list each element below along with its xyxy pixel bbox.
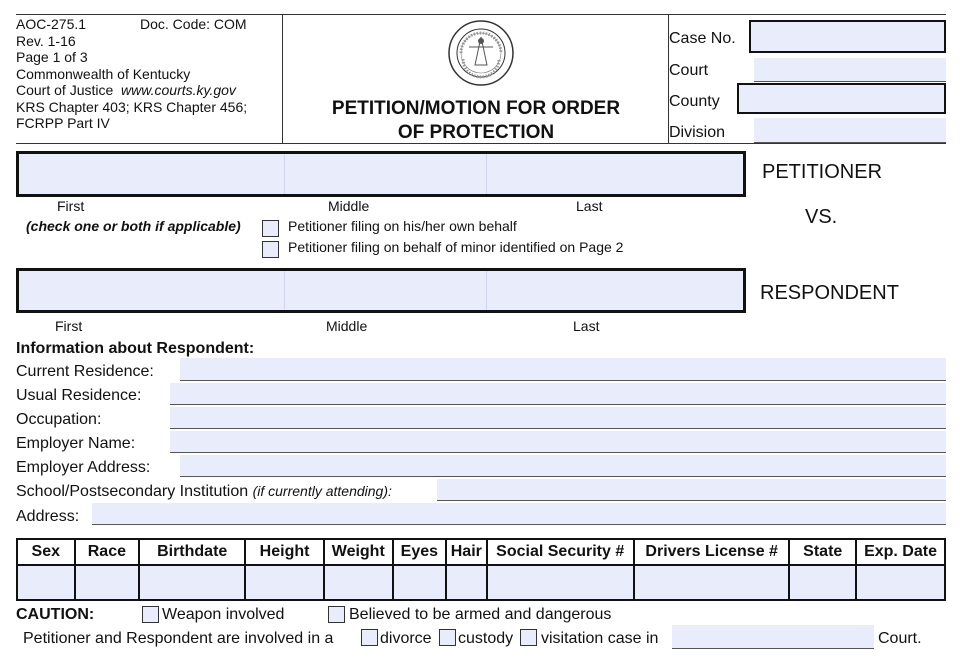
county-field[interactable] (737, 83, 946, 114)
vs-label: VS. (805, 206, 838, 228)
height-cell[interactable] (245, 565, 324, 600)
fcrpp: FCRPP Part IV (16, 115, 110, 131)
armed-checkbox[interactable] (328, 606, 345, 623)
hair-cell[interactable] (446, 565, 486, 600)
court-field[interactable] (754, 58, 946, 82)
col-drivers-license: Drivers License # (634, 539, 790, 565)
respondent-name-field[interactable] (16, 268, 746, 313)
header-top-rule (16, 14, 946, 15)
form-header-info (16, 16, 282, 132)
school-address-field[interactable] (92, 503, 946, 525)
own-behalf-checkbox[interactable] (262, 220, 279, 237)
current-residence-field[interactable] (180, 358, 946, 381)
weapon-checkbox[interactable] (142, 606, 159, 623)
col-weight: Weight (324, 539, 393, 565)
armed-label: Believed to be armed and dangerous (349, 606, 612, 623)
petitioner-last-label: Last (576, 198, 603, 214)
occupation-label: Occupation: (16, 411, 102, 428)
minor-behalf-checkbox[interactable] (262, 241, 279, 258)
visitation-label: visitation case in (541, 630, 659, 647)
sex-cell[interactable] (17, 565, 75, 600)
respondent-first-label: First (55, 318, 83, 334)
state-cell[interactable] (789, 565, 856, 600)
weapon-label: Weapon involved (162, 606, 285, 623)
drivers-license-cell[interactable] (634, 565, 790, 600)
seal-icon (447, 19, 515, 87)
respondent-description-table (16, 538, 946, 601)
divorce-label: divorce (380, 630, 432, 647)
doc-code: Doc. Code: COM (140, 16, 247, 32)
case-no-label: Case No. (669, 30, 736, 47)
employer-name-field[interactable] (170, 431, 946, 453)
custody-checkbox[interactable] (439, 629, 456, 646)
col-height: Height (245, 539, 324, 565)
case-no-field[interactable] (749, 20, 946, 53)
petitioner-first-label: First (57, 198, 85, 214)
current-residence-label: Current Residence: (16, 363, 154, 380)
visitation-checkbox[interactable] (520, 629, 537, 646)
employer-address-label: Employer Address: (16, 459, 151, 476)
petitioner-label: PETITIONER (762, 161, 883, 183)
statutes: KRS Chapter 403; KRS Chapter 456; (16, 98, 248, 115)
col-hair: Hair (446, 539, 486, 565)
col-ssn: Social Security # (487, 539, 634, 565)
header-divider-left (282, 14, 283, 144)
court-label: Court (669, 62, 709, 79)
divorce-checkbox[interactable] (361, 629, 378, 646)
exp-date-cell[interactable] (856, 565, 945, 600)
custody-label: custody (458, 630, 514, 647)
revision: Rev. 1-16 (16, 32, 76, 49)
col-sex: Sex (17, 539, 75, 565)
page-number: Page 1 of 3 (16, 49, 88, 65)
case-involvement-text: Petitioner and Respondent are involved in a (23, 630, 334, 647)
county-label: County (669, 93, 720, 110)
caution-label: CAUTION: (16, 606, 95, 623)
respondent-info-heading: Information about Respondent: (16, 340, 255, 357)
check-instruction: (check one or both if applicable) (26, 218, 241, 234)
case-court-field[interactable] (672, 625, 874, 649)
usual-residence-label: Usual Residence: (16, 387, 142, 404)
employer-address-field[interactable] (180, 455, 946, 477)
col-state: State (789, 539, 856, 565)
court-suffix: Court. (878, 630, 922, 647)
school-field[interactable] (437, 479, 946, 501)
school-label: School/Postsecondary Institution (if currently attending): (16, 483, 392, 500)
petitioner-name-field[interactable] (16, 151, 746, 197)
respondent-middle-label: Middle (326, 318, 368, 334)
eyes-cell[interactable] (393, 565, 447, 600)
own-behalf-label: Petitioner filing on his/her own behalf (288, 218, 517, 234)
col-race: Race (75, 539, 140, 565)
employer-name-label: Employer Name: (16, 435, 136, 452)
weight-cell[interactable] (324, 565, 393, 600)
division-field[interactable] (754, 118, 946, 143)
col-birthdate: Birthdate (139, 539, 245, 565)
address-label: Address: (16, 508, 80, 525)
birthdate-cell[interactable] (139, 565, 245, 600)
form-id: AOC-275.1 (16, 16, 87, 32)
table-row (17, 565, 945, 600)
respondent-label: RESPONDENT (760, 282, 899, 304)
commonwealth: Commonwealth of Kentucky (16, 65, 191, 82)
respondent-last-label: Last (573, 318, 600, 334)
col-eyes: Eyes (393, 539, 447, 565)
table-header-row (17, 539, 945, 565)
court-of-justice: Court of Justice (16, 82, 114, 98)
court-url[interactable]: www.courts.ky.gov (121, 82, 236, 98)
petitioner-middle-label: Middle (328, 198, 370, 214)
division-label: Division (669, 124, 726, 141)
school-note: (if currently attending): (252, 483, 392, 499)
usual-residence-field[interactable] (170, 383, 946, 405)
minor-behalf-label: Petitioner filing on behalf of minor identified on Page 2 (288, 239, 624, 255)
col-exp-date: Exp. Date (856, 539, 945, 565)
form-title: PETITION/MOTION FOR ORDER OF PROTECTION (331, 98, 621, 143)
ssn-cell[interactable] (487, 565, 634, 600)
race-cell[interactable] (75, 565, 140, 600)
occupation-field[interactable] (170, 407, 946, 429)
